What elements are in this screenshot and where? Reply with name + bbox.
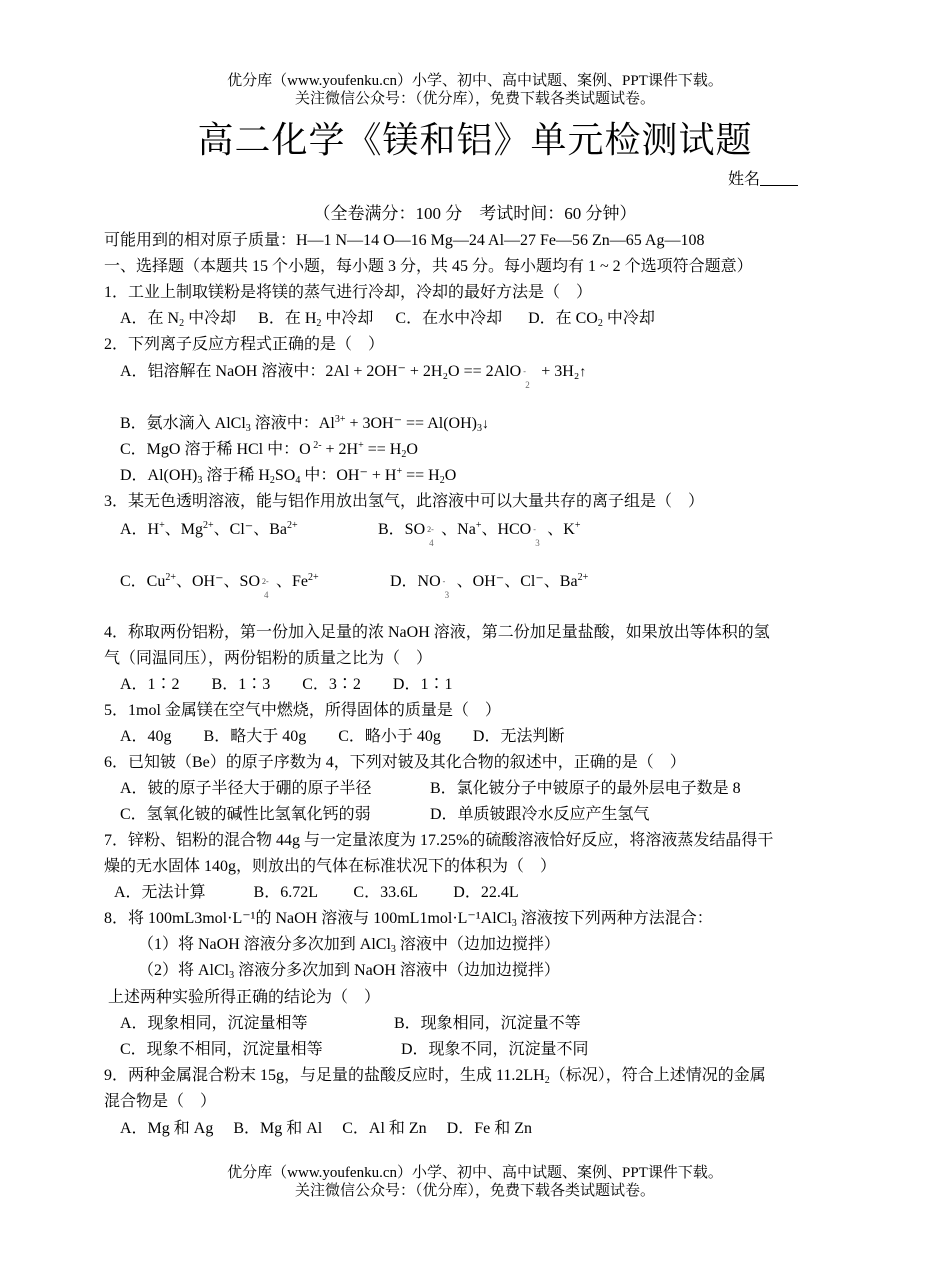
text: 、OH⁻、SO bbox=[176, 573, 261, 590]
charge: - bbox=[442, 577, 446, 586]
q1-option-a bbox=[120, 310, 236, 327]
text: 、Na bbox=[441, 521, 476, 538]
charge: 2- bbox=[427, 525, 434, 534]
text: 、Fe bbox=[276, 573, 309, 590]
superscript: + bbox=[159, 520, 165, 531]
q2-option-a bbox=[120, 362, 587, 390]
q4-options: A．1∶2 B．1∶3 C．3∶2 D．1∶1 bbox=[120, 676, 453, 693]
text: + 3OH⁻ == Al(OH) bbox=[345, 415, 477, 432]
q9-stem-line-2: 混合物是（ ） bbox=[104, 1093, 217, 1110]
text: 中冷却 bbox=[321, 310, 374, 327]
text: 中冷却 bbox=[184, 310, 237, 327]
subscript: 2 bbox=[439, 475, 445, 486]
superscript: + bbox=[358, 440, 364, 451]
text: 8．将 100mL3mol·L⁻¹的 NaOH 溶液与 100mL1mol·L⁻¹AlCl bbox=[104, 910, 512, 927]
q2-option-d bbox=[120, 466, 456, 486]
index: 4 bbox=[429, 538, 434, 548]
q6-option-c: C．氢氧化铍的碱性比氢氧化钙的弱 bbox=[120, 806, 371, 823]
q1-option-b bbox=[258, 310, 373, 327]
q2-stem: 2．下列离子反应方程式正确的是（ ） bbox=[104, 336, 385, 353]
atomic-masses: 可能用到的相对原子质量：H—1 N—14 O—16 Mg—24 Al—27 Fe—56 Zn—65 Ag—108 bbox=[104, 232, 705, 249]
superscript: 2+ bbox=[577, 572, 589, 583]
text: O bbox=[406, 441, 418, 458]
aluminate-ion-marks bbox=[521, 362, 537, 390]
q5-stem: 5．1mol 金属镁在空气中燃烧，所得固体的质量是（ ） bbox=[104, 702, 501, 719]
text: 、Mg bbox=[164, 521, 203, 538]
text: 溶液按下列两种方法混合： bbox=[516, 910, 713, 927]
text: SO bbox=[274, 467, 296, 484]
q5-options: A．40g B．略大于 40g C．略小于 40g D．无法判断 bbox=[120, 728, 565, 745]
text: （1）将 NaOH 溶液分多次加到 AlCl bbox=[138, 936, 391, 953]
text: 溶液分多次加到 NaOH 溶液中（边加边搅拌） bbox=[234, 962, 560, 979]
text: + 2H bbox=[321, 441, 359, 458]
q8-method-1 bbox=[138, 935, 560, 955]
q9-stem-line-1 bbox=[104, 1066, 766, 1086]
text: == H bbox=[363, 441, 402, 458]
text: B．SO bbox=[378, 521, 426, 538]
subscript: 2 bbox=[269, 475, 275, 486]
q7-stem-line-2: 燥的无水固体 140g，则放出的气体在标准状况下的体积为（ ） bbox=[104, 858, 557, 875]
q3-option-d bbox=[390, 572, 589, 600]
q8-option-c: C．现象不相同，沉淀量相等 bbox=[120, 1041, 323, 1058]
subscript: 3 bbox=[476, 423, 482, 434]
subscript: 3 bbox=[197, 475, 203, 486]
text: 、OH⁻、Cl⁻、Ba bbox=[456, 573, 578, 590]
subscript: 3 bbox=[245, 423, 251, 434]
text: C．Cu bbox=[120, 573, 166, 590]
charge: 2- bbox=[262, 577, 269, 586]
text: （标况），符合上述情况的金属 bbox=[549, 1067, 766, 1084]
q7-stem-line-1: 7．锌粉、铝粉的混合物 44g 与一定量浓度为 17.25%的硫酸溶液恰好反应，将溶液蒸发结晶得干 bbox=[104, 832, 774, 849]
q8-option-d: D．现象不同，沉淀量不同 bbox=[401, 1041, 589, 1058]
text: 溶液中：Al bbox=[250, 415, 335, 432]
q2-option-c bbox=[120, 440, 418, 460]
page-footer bbox=[0, 1164, 950, 1200]
q9-options: A．Mg 和 Ag B．Mg 和 Al C．Al 和 Zn D．Fe 和 Zn bbox=[120, 1120, 533, 1137]
q6-option-b: B．氯化铍分子中铍原子的最外层电子数是 8 bbox=[430, 780, 741, 797]
index: 4 bbox=[264, 590, 269, 600]
subscript: 3 bbox=[511, 918, 517, 929]
header-line-2: 关注微信公众号：（优分库），免费下载各类试题试卷。 bbox=[294, 91, 655, 107]
text: 中：OH⁻ + H bbox=[300, 467, 397, 484]
subscript: 2 bbox=[544, 1075, 550, 1086]
superscript: 2+ bbox=[165, 572, 176, 583]
arrow-down-icon: ↓ bbox=[481, 417, 489, 432]
sulfate-ion-marks bbox=[425, 520, 441, 548]
text: D．在 CO bbox=[528, 310, 598, 327]
text: A．在 N bbox=[120, 310, 180, 327]
superscript: + bbox=[475, 520, 482, 531]
nitrate-ion-marks bbox=[441, 572, 457, 600]
text: O bbox=[444, 467, 457, 484]
index: 3 bbox=[535, 538, 540, 548]
text: 、K bbox=[547, 521, 575, 538]
header-line-1: 优分库（www.youfenku.cn）小学、初中、高中试题、案例、PPT课件下载。 bbox=[227, 73, 723, 89]
q1-option-c: C．在水中冷却 bbox=[395, 310, 503, 327]
subscript: 3 bbox=[229, 970, 235, 981]
q8-method-2 bbox=[138, 961, 560, 981]
q3-option-c bbox=[120, 572, 319, 600]
text: 溶液中（边加边搅拌） bbox=[395, 936, 560, 953]
charge: - bbox=[533, 525, 536, 534]
text: 、HCO bbox=[481, 521, 532, 538]
q8-option-b: B．现象相同，沉淀量不等 bbox=[394, 1015, 581, 1032]
q6-option-a: A．铍的原子半径大于硼的原子半径 bbox=[120, 780, 372, 797]
q4-stem-line-2: 气（同温同压），两份铝粉的质量之比为（ ） bbox=[104, 650, 433, 667]
bicarbonate-ion-marks bbox=[531, 520, 547, 548]
q8-stem bbox=[104, 909, 713, 929]
subscript: 2 bbox=[401, 449, 407, 460]
text: D．NO bbox=[390, 573, 441, 590]
superscript: 3+ bbox=[334, 414, 346, 425]
superscript: 2+ bbox=[286, 520, 298, 531]
page-title: 高二化学《镁和铝》单元检测试题 bbox=[197, 120, 753, 160]
superscript: + bbox=[574, 520, 581, 531]
text: 中冷却 bbox=[602, 310, 655, 327]
charge: - bbox=[523, 367, 526, 376]
footer-line-1: 优分库（www.youfenku.cn）小学、初中、高中试题、案例、PPT课件下载。 bbox=[227, 1165, 723, 1181]
text: 溶于稀 H bbox=[202, 467, 270, 484]
text: D．Al(OH) bbox=[120, 467, 198, 484]
text: （2）将 AlCl bbox=[138, 962, 230, 979]
q4-stem-line-1: 4．称取两份铝粉，第一份加入足量的浓 NaOH 溶液，第二份加足量盐酸，如果放出等体积的氢 bbox=[104, 624, 770, 641]
q3-option-a bbox=[120, 520, 298, 540]
text: 、Cl⁻、Ba bbox=[213, 521, 287, 538]
subscript: 3 bbox=[390, 944, 396, 955]
text: B．氨水滴入 AlCl bbox=[120, 415, 246, 432]
q2-option-b bbox=[120, 414, 489, 435]
q8-option-a: A．现象相同，沉淀量相等 bbox=[120, 1015, 308, 1032]
name-blank-line bbox=[760, 170, 798, 186]
q3-option-b bbox=[378, 520, 581, 548]
sulfate-ion-marks bbox=[260, 572, 276, 600]
index: 2 bbox=[525, 380, 530, 390]
q1-options bbox=[120, 309, 655, 329]
text: A．H bbox=[120, 521, 160, 538]
superscript: 2+ bbox=[308, 572, 319, 583]
q6-option-d: D．单质铍跟冷水反应产生氢气 bbox=[430, 806, 650, 823]
q3-stem: 3．某无色透明溶液，能与铝作用放出氢气，此溶液中可以大量共存的离子组是（ ） bbox=[104, 493, 705, 510]
q1-stem: 1．工业上制取镁粉是将镁的蒸气进行冷却，冷却的最好方法是（ ） bbox=[104, 284, 593, 301]
subscript: 4 bbox=[295, 475, 301, 486]
text: == H bbox=[402, 467, 440, 484]
page-header bbox=[0, 72, 950, 108]
subscript: 2 bbox=[316, 318, 322, 329]
footer-line-2: 关注微信公众号：（优分库），免费下载各类试题试卷。 bbox=[294, 1183, 655, 1199]
name-field bbox=[728, 170, 798, 190]
text: C．MgO 溶于稀 HCl 中：O bbox=[120, 441, 311, 458]
subscript: 2 bbox=[179, 318, 185, 329]
q1-option-d bbox=[528, 310, 655, 327]
text: A．铝溶解在 NaOH 溶液中：2Al + 2OH⁻ + 2H₂O == 2AlO bbox=[120, 363, 522, 380]
text: + 3H₂ bbox=[537, 363, 580, 380]
arrow-up-icon: ↑ bbox=[579, 365, 587, 380]
superscript: 2- bbox=[310, 440, 322, 451]
text: 9．两种金属混合粉末 15g，与足量的盐酸反应时，生成 11.2LH bbox=[104, 1067, 545, 1084]
index: 3 bbox=[444, 590, 450, 600]
superscript: 2+ bbox=[203, 520, 214, 531]
q7-options: A．无法计算 B．6.72L C．33.6L D．22.4L bbox=[114, 884, 519, 901]
q6-stem: 6．已知铍（Be）的原子序数为 4，下列对铍及其化合物的叙述中，正确的是（ ） bbox=[104, 754, 686, 771]
name-label: 姓名 bbox=[728, 171, 761, 188]
exam-info: （全卷满分：100 分 考试时间：60 分钟） bbox=[313, 204, 637, 223]
superscript: + bbox=[396, 466, 403, 477]
subscript: 2 bbox=[597, 318, 603, 329]
text: B．在 H bbox=[258, 310, 317, 327]
section-heading: 一、选择题（本题共 15 个小题，每小题 3 分，共 45 分。每小题均有 1 ~ 2 个选项符合题意） bbox=[104, 258, 753, 275]
q8-conclusion: 上述两种实验所得正确的结论为（ ） bbox=[108, 989, 381, 1006]
